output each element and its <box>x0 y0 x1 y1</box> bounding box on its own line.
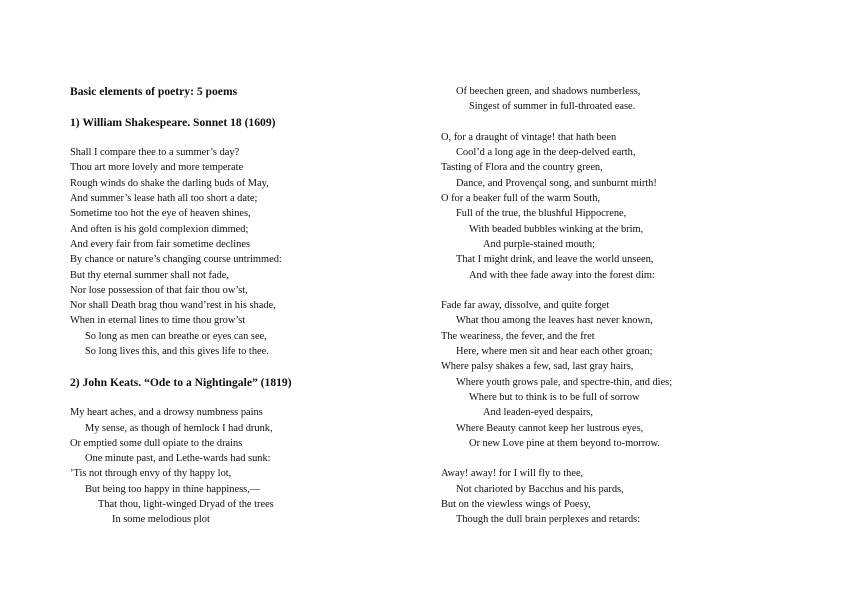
poem-line: One minute past, and Lethe-wards had sunk: <box>85 453 271 465</box>
left-column-lines <box>70 99 420 527</box>
poem-line: And every fair from fair sometime declines <box>70 238 251 250</box>
poem-line: The weariness, the fever, and the fret <box>441 330 595 342</box>
stanza-gap <box>441 451 801 466</box>
right-column-lines <box>441 84 801 528</box>
poem-line: Shall I compare thee to a summer’s day? <box>70 147 240 159</box>
stanza-gap <box>70 130 420 145</box>
poem-line: Where palsy shakes a few, sad, last gray hairs, <box>441 361 634 373</box>
poem-line: Full of the true, the blushful Hippocrene, <box>456 208 627 220</box>
poem-line: But being too happy in thine happiness,— <box>85 483 261 495</box>
poem-line: My sense, as though of hemlock I had drunk, <box>85 422 273 434</box>
poem-line: Singest of summer in full-throated ease. <box>469 101 636 113</box>
poem-line: Dance, and Provençal song, and sunburnt mirth! <box>456 177 657 189</box>
poem-line: And summer’s lease hath all too short a date; <box>70 193 258 205</box>
poem-line: Cool’d a long age in the deep-delved earth, <box>456 147 636 159</box>
poem-line: Nor lose possession of that fair thou ow’st, <box>70 284 248 296</box>
poem-line: ’Tis not through envy of thy happy lot, <box>70 468 232 480</box>
poem-line: Rough winds do shake the darling buds of May, <box>70 177 269 189</box>
poem-line: Nor shall Death brag thou wand’rest in his shade, <box>70 300 276 312</box>
stanza-gap <box>70 390 420 405</box>
poem-line: Not charioted by Bacchus and his pards, <box>456 483 624 495</box>
poem-heading: 1) William Shakespeare. Sonnet 18 (1609) <box>70 115 276 129</box>
poem-line: So long lives this, and this gives life to thee. <box>85 346 269 358</box>
poem-line: Away! away! for I will fly to thee, <box>441 468 584 480</box>
poem-line: And with thee fade away into the forest dim: <box>469 269 655 281</box>
left-column <box>70 84 420 528</box>
poem-heading: 2) John Keats. “Ode to a Nightingale” (1819) <box>70 375 292 389</box>
document-title: Basic elements of poetry: 5 poems <box>70 85 238 98</box>
poem-line: Where but to think is to be full of sorrow <box>469 391 640 403</box>
stanza-gap <box>441 283 801 298</box>
poem-line: Fade far away, dissolve, and quite forget <box>441 300 610 312</box>
poem-line: O, for a draught of vintage! that hath been <box>441 131 617 143</box>
poem-line: Or emptied some dull opiate to the drains <box>70 437 243 449</box>
poem-line: But thy eternal summer shall not fade, <box>70 269 229 281</box>
poem-line: And leaden-eyed despairs, <box>483 407 593 419</box>
poem-line: Where youth grows pale, and spectre-thin, and dies; <box>456 376 673 388</box>
poem-line: With beaded bubbles winking at the brim, <box>469 223 644 235</box>
stanza-gap <box>70 99 420 114</box>
poem-line: Here, where men sit and hear each other groan; <box>456 346 653 358</box>
stanza-gap <box>441 115 801 130</box>
poem-line: That I might drink, and leave the world unseen, <box>456 254 654 266</box>
poem-line: So long as men can breathe or eyes can see, <box>85 330 267 342</box>
poem-line: But on the viewless wings of Poesy, <box>441 499 591 511</box>
poem-line: My heart aches, and a drowsy numbness pains <box>70 407 263 419</box>
poem-line: That thou, light-winged Dryad of the trees <box>98 499 274 511</box>
poem-line: Tasting of Flora and the country green, <box>441 162 603 174</box>
poem-line: When in eternal lines to time thou grow’st <box>70 315 246 327</box>
poem-line: Though the dull brain perplexes and retards: <box>456 514 641 526</box>
poem-line: Where Beauty cannot keep her lustrous eyes, <box>456 422 644 434</box>
poem-line: And purple-stained mouth; <box>483 238 595 250</box>
poem-line: What thou among the leaves hast never known, <box>456 315 653 327</box>
poem-line: By chance or nature’s changing course untrimmed: <box>70 254 282 266</box>
poem-line: Or new Love pine at them beyond to-morrow. <box>469 437 660 449</box>
poem-line: And often is his gold complexion dimmed; <box>70 223 249 235</box>
poem-line: Sometime too hot the eye of heaven shines, <box>70 208 251 220</box>
right-column <box>441 84 801 528</box>
stanza-gap <box>70 359 420 374</box>
poem-line: Of beechen green, and shadows numberless, <box>456 86 641 97</box>
poem-line: O for a beaker full of the warm South, <box>441 193 600 205</box>
poem-line: Thou art more lovely and more temperate <box>70 162 244 174</box>
poem-line: In some melodious plot <box>112 514 210 526</box>
